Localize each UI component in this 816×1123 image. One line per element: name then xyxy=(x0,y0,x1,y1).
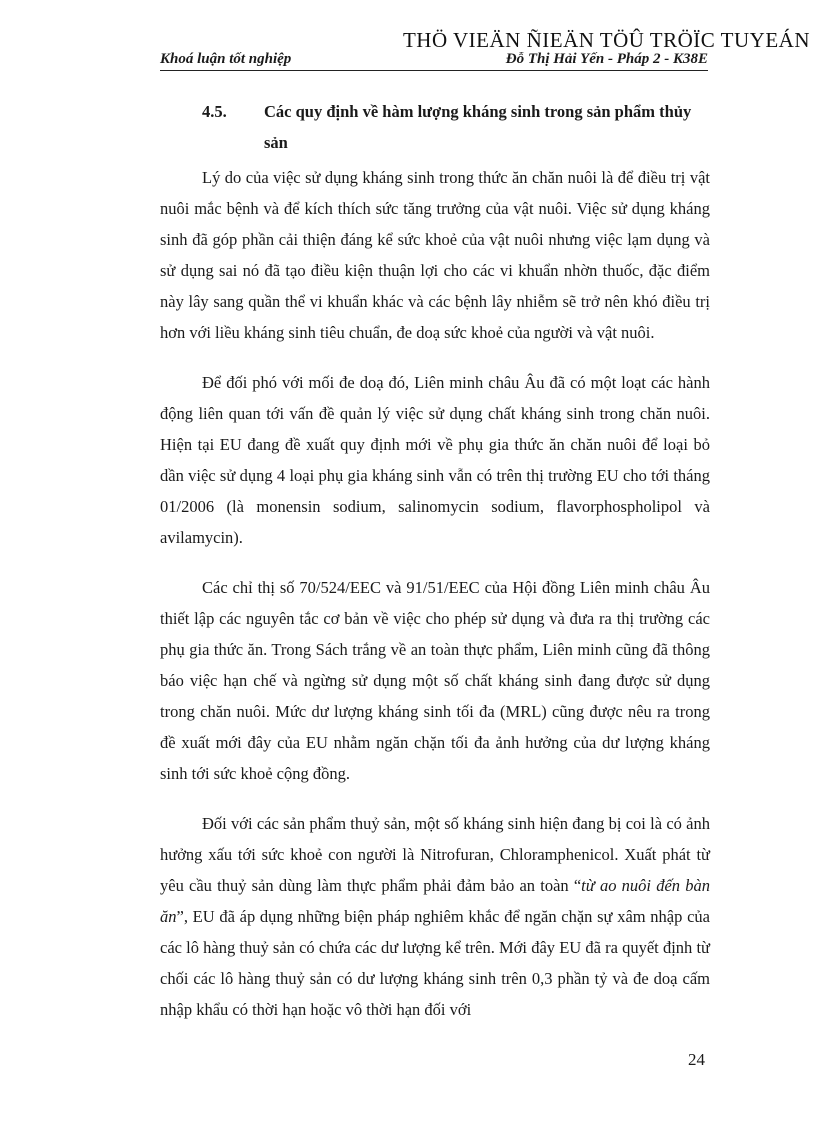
paragraph xyxy=(160,808,710,1025)
paragraph: Để đối phó với mối đe doạ đó, Liên minh châu Âu đã có một loạt các hành động liên quan tới vấn đề quản lý việc sử dụng chất kháng sinh trong chăn nuôi. Hiện tại EU đang đề xuất quy định mới về phụ gia thức ăn chăn nuôi để loại bỏ dần việc sử dụng 4 loại phụ gia kháng sinh vẫn có trên thị trường EU cho tới tháng 01/2006 (là monensin sodium, salinomycin sodium, flavorphospholipol và avilamycin). xyxy=(160,373,710,547)
header-author: Đỗ Thị Hải Yến - Pháp 2 - K38E xyxy=(505,51,708,67)
italic-quote: từ ao nuôi đến bàn ăn xyxy=(160,876,710,926)
page-header xyxy=(160,50,708,71)
section-title: Các quy định về hàm lượng kháng sinh trong sản phẩm thủy sản xyxy=(264,102,692,152)
section-heading xyxy=(160,96,710,158)
page-content xyxy=(160,96,710,1044)
paragraph: Các chỉ thị số 70/524/EEC và 91/51/EEC của Hội đồng Liên minh châu Âu thiết lập các nguyên tắc cơ bản về việc cho phép sử dụng và đưa ra thị trường các phụ gia thức ăn. Trong Sách trắng về an toàn thực phẩm, Liên minh cũng đã thông báo việc hạn chế và ngừng sử dụng một số chất kháng sinh đang được sử dụng trong chăn nuôi. Mức dư lượng kháng sinh tối đa (MRL) cũng được nêu ra trong đề xuất mới đây của EU nhằm ngăn chặn tối đa ảnh hưởng của dư lượng kháng sinh tới sức khoẻ cộng đồng. xyxy=(160,578,710,783)
paragraph: Lý do của việc sử dụng kháng sinh trong thức ăn chăn nuôi là để điều trị vật nuôi mắc bệnh và để kích thích sức tăng trưởng của vật nuôi. Việc sử dụng kháng sinh đã góp phần cải thiện đáng kể sức khoẻ của vật nuôi nhưng việc lạm dụng và sử dụng sai nó đã tạo điều kiện thuận lợi cho các vi khuẩn nhờn thuốc, đặc điểm này lây sang quần thể vi khuẩn khác và các bệnh lây nhiễm sẽ trở nên khó điều trị hơn với liều kháng sinh tiêu chuẩn, đe doạ sức khoẻ của người và vật nuôi. xyxy=(160,168,710,342)
paragraph-text: Đối với các sản phẩm thuỷ sản, một số kháng sinh hiện đang bị coi là có ảnh hưởng xấu tới sức khoẻ con người là Nitrofuran, Chloramphenicol. Xuất phát từ yêu cầu thuỷ sản dùng làm thực phẩm phải đảm bảo an toàn “ xyxy=(160,814,710,895)
page-number: 24 xyxy=(688,1050,705,1069)
header-thesis-label: Khoá luận tốt nghiệp xyxy=(160,51,292,67)
section-number: 4.5. xyxy=(202,102,227,121)
paragraph-text: ”, EU đã áp dụng những biện pháp nghiêm khắc để ngăn chặn sự xâm nhập của các lô hàng thuỷ sản có chứa các dư lượng kể trên. Mới đây EU đã ra quyết định từ chối các lô hàng thuỷ sản có dư lượng kháng sinh trên 0,3 phần tỷ và đe doạ cấm nhập khẩu có thời hạn hoặc vô thời hạn đối với xyxy=(160,907,710,1019)
library-watermark: THÖ VIEÄN ÑIEÄN TÖÛ TRÖÏC TUYEÁN xyxy=(402,28,810,52)
